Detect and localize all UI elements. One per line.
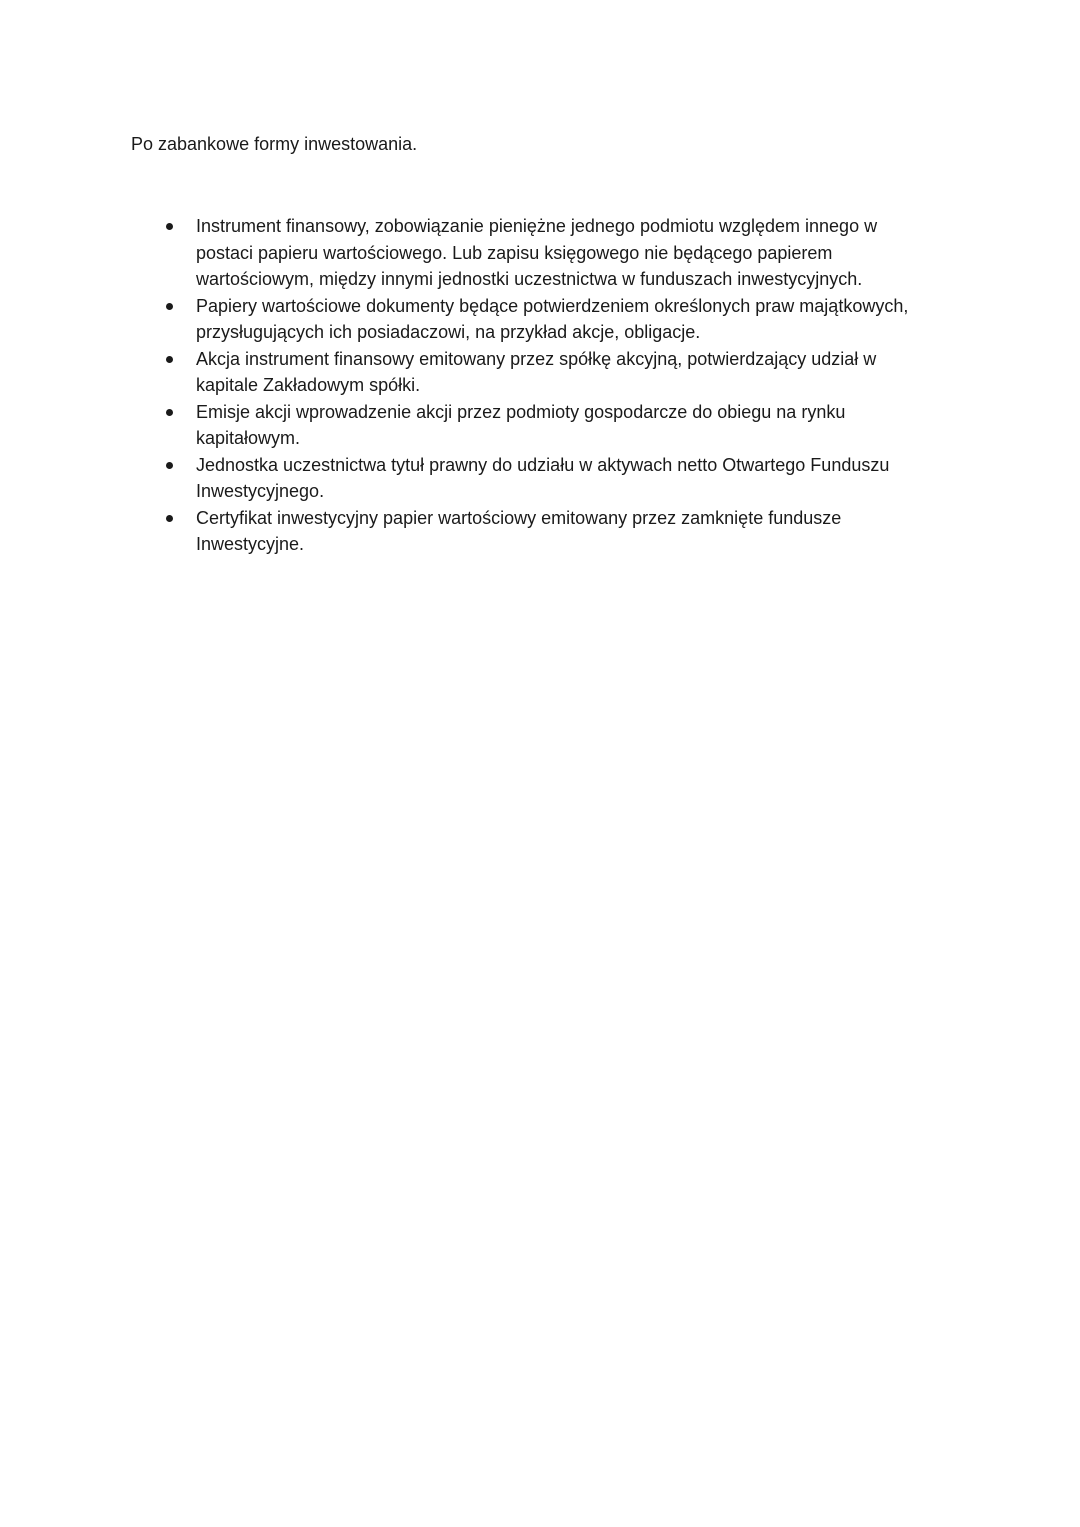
list-item (0, 452, 1080, 505)
list-item (0, 505, 1080, 558)
list-item-line: Akcja instrument finansowy emitowany przez spółkę akcyjną, potwierdzający udział w (196, 348, 877, 369)
bullet-icon (166, 356, 173, 363)
bullet-list (0, 213, 1080, 558)
list-item (0, 213, 1080, 293)
bullet-icon (166, 223, 173, 230)
list-item-line: Papiery wartościowe dokumenty będące potwierdzeniem określonych praw majątkowych, (196, 295, 909, 316)
list-item-line: Jednostka uczestnictwa tytuł prawny do udziału w aktywach netto Otwartego Funduszu (196, 454, 890, 475)
list-item-line: kapitale Zakładowym spółki. (196, 375, 421, 395)
list-item-line: wartościowym, między innymi jednostki uczestnictwa w funduszach inwestycyjnych. (196, 269, 863, 289)
list-item (0, 346, 1080, 399)
list-item-line: postaci papieru wartościowego. Lub zapisu księgowego nie będącego papierem (196, 242, 833, 263)
bullet-icon (166, 303, 173, 310)
bullet-icon (166, 462, 173, 469)
list-item-line: kapitałowym. (196, 428, 301, 448)
list-item (0, 293, 1080, 346)
list-item-line: przysługujących ich posiadaczowi, na przykład akcje, obligacje. (196, 322, 701, 342)
list-item-line: Inwestycyjnego. (196, 481, 325, 501)
list-item-line: Certyfikat inwestycyjny papier wartościowy emitowany przez zamknięte fundusze (196, 507, 842, 528)
bullet-icon (166, 409, 173, 416)
document-heading: Po zabankowe formy inwestowania. (131, 134, 418, 154)
list-item (0, 399, 1080, 452)
list-item-line: Emisje akcji wprowadzenie akcji przez podmioty gospodarcze do obiegu na rynku (196, 401, 846, 422)
bullet-icon (166, 515, 173, 522)
list-item-line: Inwestycyjne. (196, 534, 305, 554)
list-item-line: Instrument finansowy, zobowiązanie pieniężne jednego podmiotu względem innego w (196, 216, 878, 236)
